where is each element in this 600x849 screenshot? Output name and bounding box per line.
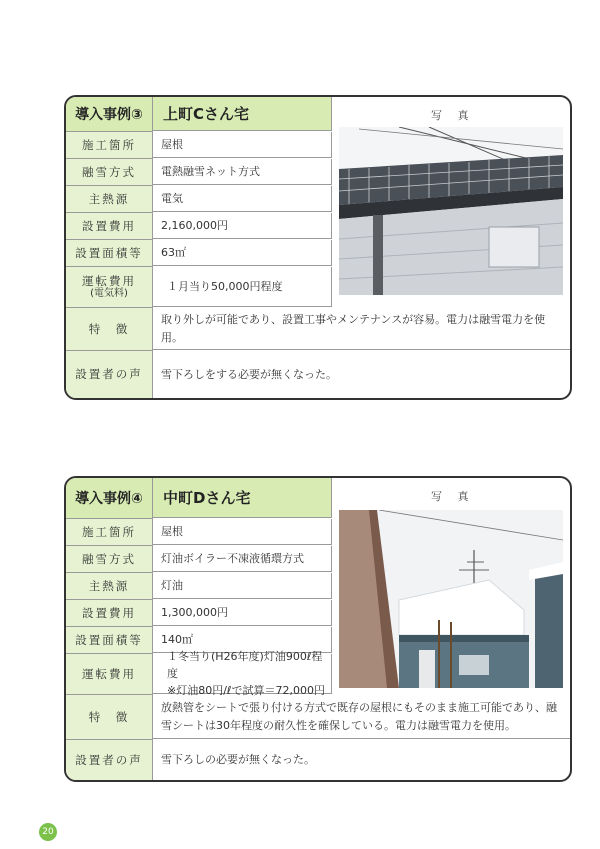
row-label-heat-source: 主熱源: [66, 186, 153, 213]
row-value-cost: 1,300,000円: [153, 600, 332, 626]
row-value-running-cost: １月当り50,000円程度: [153, 267, 332, 307]
row-label-running-cost: 運転費用: [66, 654, 153, 695]
case-card-4: [64, 476, 572, 782]
row-value-area: 63㎡: [153, 240, 332, 266]
running-cost-label: 運転費用: [82, 273, 136, 288]
case-label: 導入事例④: [66, 478, 153, 519]
case-card-3: [64, 95, 572, 400]
row-label-features: 特 徴: [66, 308, 153, 351]
row-value-running-cost: [153, 649, 332, 698]
row-label-location: 施工箇所: [66, 519, 153, 546]
snowy-house-photo: [339, 510, 563, 688]
running-cost-line-2: ※灯油80円/ℓで試算＝72,000円: [167, 684, 325, 698]
row-label-cost: 設置費用: [66, 213, 153, 240]
row-value-features: 放熱管をシートで張り付ける方式で既存の屋根にもそのまま施工可能であり、融雪シートは30年程度の耐久性を確保している。電力は融雪電力を使用。: [153, 695, 570, 739]
row-value-area: 140㎡: [153, 627, 332, 653]
row-label-cost: 設置費用: [66, 600, 153, 627]
row-value-voice: 雪下ろしをする必要が無くなった。: [161, 367, 337, 381]
row-label-heat-source: 主熱源: [66, 573, 153, 600]
row-value-location: 屋根: [153, 132, 332, 158]
row-value-method: 電熱融雪ネット方式: [153, 159, 332, 185]
row-value-location: 屋根: [153, 519, 332, 545]
row-value-heat-source: 電気: [153, 186, 332, 212]
row-label-method: 融雪方式: [66, 159, 153, 186]
row-label-voice: 設置者の声: [66, 740, 153, 780]
row-label-features: 特 徴: [66, 695, 153, 740]
case-title: 上町Cさん宅: [153, 97, 332, 131]
photo-area: [333, 478, 570, 694]
photo-label: 写 真: [431, 490, 475, 503]
case-title: 中町Dさん宅: [153, 478, 332, 518]
row-label-voice: 設置者の声: [66, 351, 153, 398]
running-cost-line-1: １冬当り(H26年度)灯油900ℓ程度: [167, 649, 323, 680]
row-label-area: 設置面積等: [66, 627, 153, 654]
row-label-running-cost: [66, 267, 153, 308]
row-label-method: 融雪方式: [66, 546, 153, 573]
house-roof-photo: [339, 127, 563, 295]
page-number: 20: [39, 823, 57, 841]
row-label-location: 施工箇所: [66, 132, 153, 159]
row-value-cost: 2,160,000円: [153, 213, 332, 239]
case-label: 導入事例③: [66, 97, 153, 132]
row-value-voice: 雪下ろしの必要が無くなった。: [161, 753, 315, 767]
row-value-method: 灯油ボイラー不凍液循環方式: [153, 546, 332, 572]
photo-area: [333, 97, 570, 307]
row-value-features: 取り外しが可能であり、設置工事やメンテナンスが容易。電力は融雪電力を使用。: [153, 308, 570, 350]
row-label-area: 設置面積等: [66, 240, 153, 267]
running-cost-sublabel: (電気料): [90, 287, 128, 299]
photo-label: 写 真: [431, 109, 475, 122]
row-value-heat-source: 灯油: [153, 573, 332, 599]
